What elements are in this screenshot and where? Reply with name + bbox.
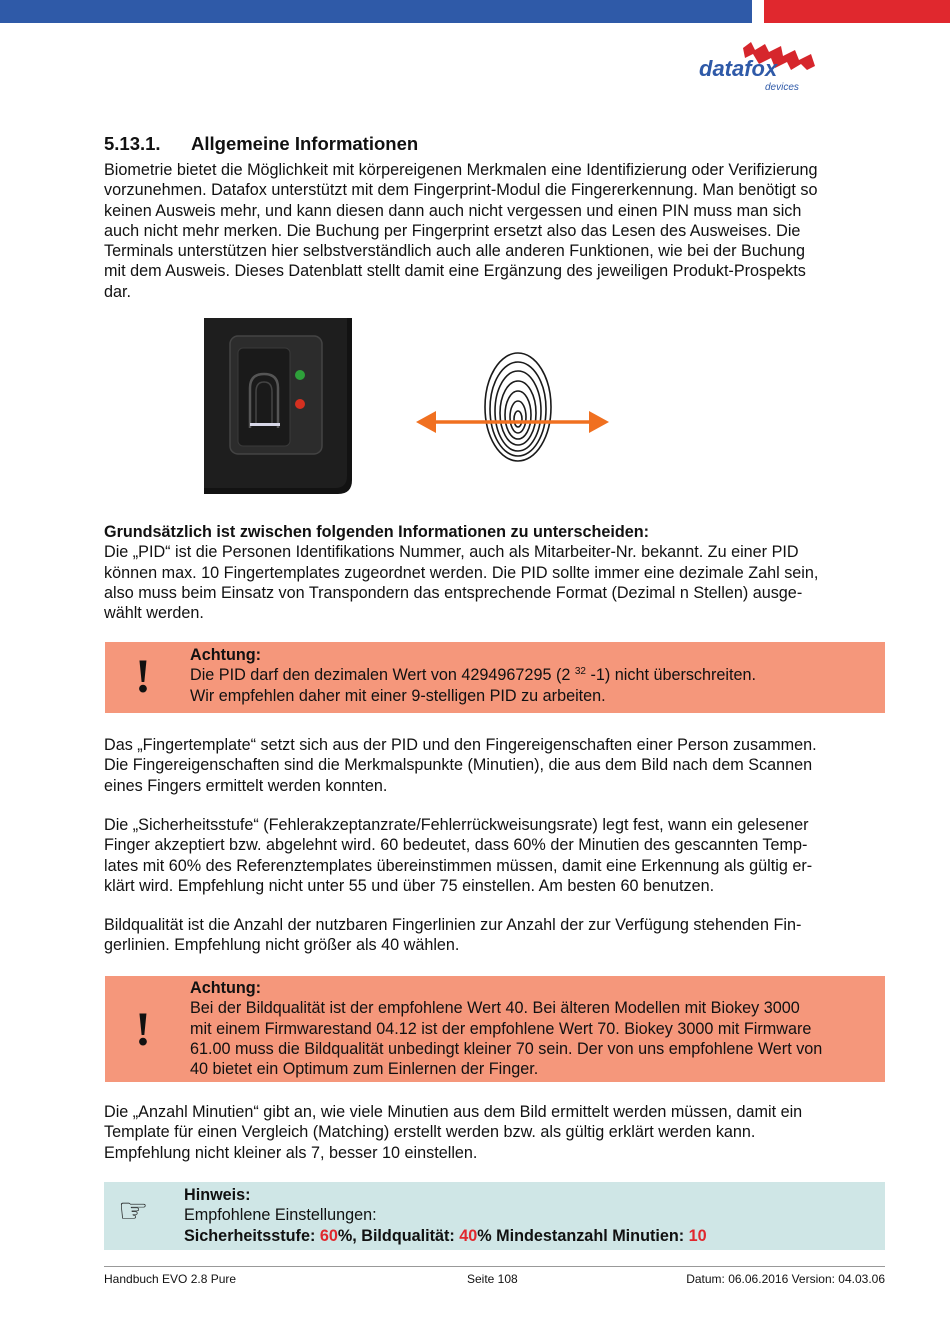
footer-divider <box>104 1266 885 1267</box>
warning-box-pid <box>105 642 885 713</box>
recommended-settings: Sicherheitsstufe: 60%, Bildqualität: 40% Mindestanzahl Minutien: 10 <box>184 1226 707 1245</box>
minutiae-paragraph: Die „Anzahl Minutien“ gibt an, wie viele Minutien aus dem Bild ermittelt werden müssen, damit ein Template für einen Vergleich (Matching) erstellt werden bzw. als gültig erklärt werden kann. Empfehlung nicht kleiner als 7, besser 10 einstellen. <box>104 1103 803 1162</box>
hint-text: Hinweis: Empfohlene Einstellungen: Sicherheitsstufe: 60%, Bildqualität: 40% Mindestanzahl Minutien: 10 <box>184 1186 707 1245</box>
logo-text: datafox <box>699 56 778 81</box>
fingertemplate-paragraph: Das „Fingertemplate“ setzt sich aus der PID und den Fingereigenschaften einer Person zusammen. Die Fingereigenschaften sind die Merkmalspunkte (Minutien), die aus dem Bild nach dem Scannen eines Fingers ermittelt werden konnten. <box>104 736 817 795</box>
footer-page-number: Seite 108 <box>467 1272 518 1286</box>
header-red-bar <box>764 0 950 23</box>
section-title: Allgemeine Informationen <box>191 133 419 154</box>
exclamation-icon: ! <box>135 1003 151 1056</box>
footer-left: Handbuch EVO 2.8 Pure <box>104 1272 237 1286</box>
section-heading <box>104 133 418 155</box>
fingerprint-swipe-image <box>410 345 615 470</box>
image-quality-paragraph: Bildqualität ist die Anzahl der nutzbaren Fingerlinien zur Anzahl der zur Verfügung stehenden Fin- gerlinien. Empfehlung nicht größer als 40 wählen. <box>104 916 802 955</box>
warning-text: Achtung: Bei der Bildqualität ist der empfohlene Wert 40. Bei älteren Modellen mit Biokey 3000 mit einem Firmwarestand 04.12 ist der empfohlene Wert 70. Biokey 3000 mit Firmware 61.00 muss die Bildqualität unbedingt kleiner 70 sein. Der von uns empfohlene Wert von 40 bietet ein Optimum zum Einlernen der Finger. <box>190 979 823 1079</box>
header-blue-bar <box>0 0 752 23</box>
distinguish-heading: Grundsätzlich ist zwischen folgenden Informationen zu unterscheiden: <box>104 523 650 541</box>
section-number: 5.13.1. <box>104 133 161 154</box>
pointing-hand-icon: ☞ <box>118 1191 149 1231</box>
warning-text: Achtung: Die PID darf den dezimalen Wert von 4294967295 (2 $^{32}$ -1) nicht überschreiten. Wir empfehlen daher mit einer 9-stelligen PID zu arbeiten. <box>190 646 757 705</box>
exclamation-icon: ! <box>135 650 151 703</box>
distinguish-section: Grundsätzlich ist zwischen folgenden Informationen zu unterscheiden: Die „PID“ ist die Personen Identifikations Nummer, auch als Mitarbeiter-Nr. bekannt. Zu einer PID können max. 10 Fingertemplates zugeordnet werden. Die PID sollte immer eine dezimale Zahl sein, also muss beim Einsatz von Transpondern das entsprechende Format (Dezimal n Stellen) ausge- wählt werden. <box>104 522 894 623</box>
logo-subtext: devices <box>765 82 799 93</box>
warning-box-quality <box>105 976 885 1082</box>
security-level-paragraph: Die „Sicherheitsstufe“ (Fehlerakzeptanzrate/Fehlerrückweisungsrate) legt fest, wann ein gelesener Finger akzeptiert bzw. abgelehnt wird. 60 bedeutet, dass 60% der Minutien des gescannten Temp- lates mit 60% des Referenztemplates übereinstimmen müssen, damit eine Erkennung als gültig er- klärt wird. Empfehlung nicht unter 55 und über 75 einstellen. Am besten 60 benutzen. <box>104 816 813 895</box>
hint-box <box>104 1182 885 1250</box>
datafox-logo <box>695 40 825 98</box>
fingerprint-reader-image <box>204 318 356 498</box>
footer-right: Datum: 06.06.2016 Version: 04.03.06 <box>686 1272 885 1286</box>
intro-paragraph: Biometrie bietet die Möglichkeit mit körpereigenen Merkmalen eine Identifizierung oder Verifizierung vorzunehmen. Datafox unterstützt mit dem Fingerprint-Modul die Fingererkennung. Man benötigt so keinen Ausweis mehr, und kann diesen dann auch nicht vergessen und einen PIN muss man sich auch nicht mehr merken. Die Buchung per Fingerprint ersetzt also das Lesen des Ausweises. Die Terminals unterstützen hier selbstverständlich auch alle anderen Funktionen, wie bei der Buchung mit dem Ausweis. Dieses Datenblatt stellt damit eine Ergänzung des jeweiligen Produkt-Prospekts dar. <box>104 161 818 301</box>
